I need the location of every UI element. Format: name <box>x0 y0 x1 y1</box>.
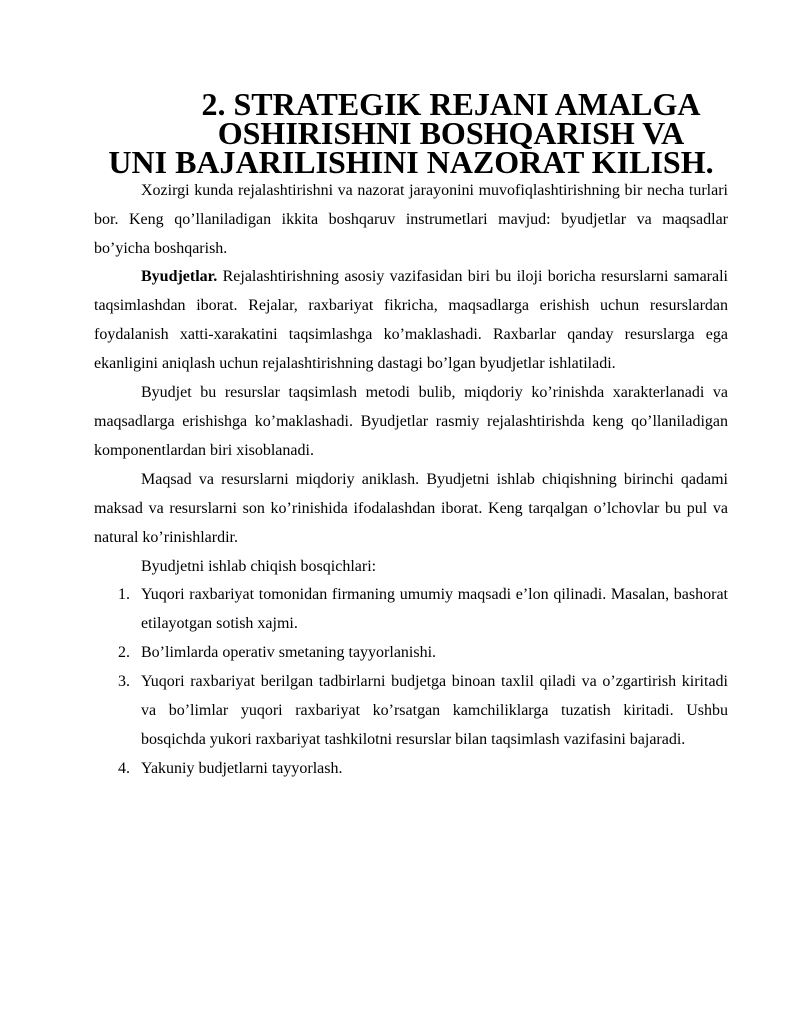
paragraph-stages-intro: Byudjetni ishlab chiqish bosqichlari: <box>141 557 377 575</box>
paragraph-budgets-body: Rejalashtirishning asosiy vazifasidan biri bu iloji boricha resurslarni samarali taqsimlashdan iborat. Rejalar, raxbariyat fikricha, maqsadlarga erishish uchun resurslardan foydalanish xatti-xarakatini taqsimlashga ko’maklashadi. Raxbarlar qanday resurslarga ega ekanligini aniqlash uchun rejalashtirishning dastagi bo’lgan byudjetlar ishlatiladi. <box>94 268 728 373</box>
list-item-text: Yuqori raxbariyat berilgan tadbirlarni budjetga binoan taxlil qiladi va o’zgartirish kiritadi va bo’limlar yuqori raxbariyat ko’rsatgan kamchiliklarga tuzatish kiritadi. Ushbu bosqichda yukori raxbariyat tashkilotni resurslar bilan taqsimlash vazifasini bajaradi. <box>141 673 728 748</box>
list-item-number: 3. <box>118 673 130 691</box>
paragraph-budgets <box>94 263 728 379</box>
paragraph-budget-definition: Byudjet bu resurslar taqsimlash metodi bulib, miqdoriy ko’rinishda xarakterlanadi va maqsadlarga erishishga ko’maklashadi. Byudjetlar rasmiy rejalashtirishda keng qo’llaniladigan komponentlardan biri xisoblanadi. <box>94 384 728 459</box>
list-item <box>94 639 728 668</box>
paragraph-budgets-lead: Byudjetlar. <box>141 268 218 286</box>
section-heading <box>94 86 728 180</box>
heading-line-2: UNI BAJARILISHINI NAZORAT KILISH. <box>108 143 714 180</box>
paragraph-goals-resources: Maqsad va resurslarni miqdoriy aniklash. Byudjetni ishlab chiqishning birinchi qadami maksad va resurslarni son ko’rinishida ifodalashdan iborat. Keng tarqalgan o’lchovlar bu pul va natural ko’rinishlardir. <box>94 470 728 546</box>
list-item <box>94 668 728 755</box>
list-item-number: 4. <box>118 759 130 777</box>
list-item <box>94 755 728 784</box>
paragraph-intro: Xozirgi kunda rejalashtirishni va nazorat jarayonini muvofiqlashtirishning bir necha turlari bor. Keng qo’llaniladigan ikkita boshqaruv instrumetlari mavjud: byudjetlar va maqsadlar bo’yicha boshqarish. <box>94 181 728 257</box>
list-item-text: Yuqori raxbariyat tomonidan firmaning umumiy maqsadi e’lon qilinadi. Masalan, bashorat etilayotgan sotish xajmi. <box>141 586 728 633</box>
list-item-number: 2. <box>118 644 130 662</box>
list-item-text: Bo’limlarda operativ smetaning tayyorlanishi. <box>141 644 437 662</box>
list-item-number: 1. <box>118 586 130 604</box>
list-item-text: Yakuniy budjetlarni tayyorlash. <box>141 759 343 777</box>
stages-list <box>94 581 728 783</box>
list-item <box>94 581 728 639</box>
heading-line-1: 2. STRATEGIK REJANI AMALGA OSHIRISHNI BOSHQARISH VA <box>201 86 701 151</box>
document-page <box>94 86 728 784</box>
